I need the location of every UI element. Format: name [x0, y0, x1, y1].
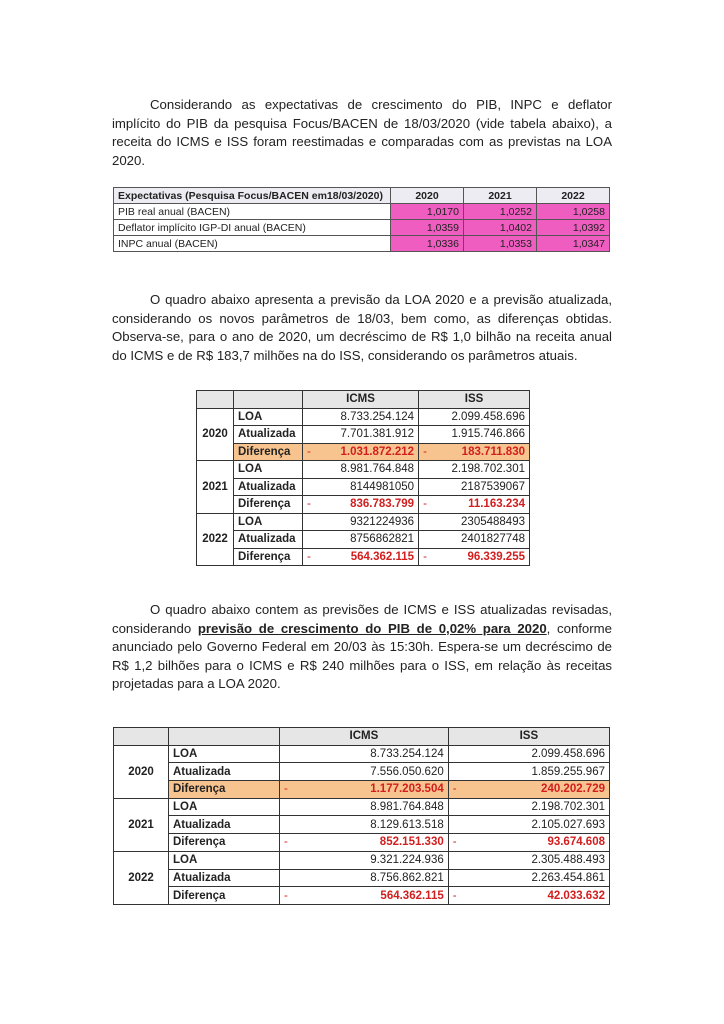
iss-difference-value: 11.163.234 [468, 498, 525, 511]
iss-column-header: ISS [419, 391, 530, 409]
revised-comparison-table [113, 727, 610, 905]
iss-value: 1.859.255.967 [448, 763, 609, 781]
indicator-value: 1,0392 [537, 220, 610, 236]
indicator-label: PIB real anual (BACEN) [114, 204, 391, 220]
indicator-value: 1,0347 [537, 236, 610, 252]
iss-difference [448, 887, 609, 905]
table-row [114, 798, 610, 816]
row-label: Diferença [234, 548, 303, 566]
expectations-header-row [114, 188, 610, 204]
iss-difference [419, 548, 530, 566]
minus-sign: - [452, 836, 457, 849]
icms-value: 8.981.764.848 [303, 461, 419, 479]
difference-row [197, 548, 530, 566]
row-label: Diferença [169, 834, 280, 852]
row-label: Atualizada [169, 816, 280, 834]
iss-difference-value: 42.033.632 [547, 889, 605, 902]
table-row [197, 478, 530, 496]
table-row [114, 851, 610, 869]
indicator-value: 1,0170 [391, 204, 464, 220]
year-label: 2020 [114, 745, 169, 798]
iss-difference-value: 240.202.729 [541, 783, 605, 796]
row-label: Atualizada [169, 763, 280, 781]
year-label: 2021 [114, 798, 169, 851]
iss-difference [419, 496, 530, 514]
minus-sign: - [284, 783, 288, 796]
difference-row [197, 496, 530, 514]
indicator-value: 1,0336 [391, 236, 464, 252]
year-label: 2021 [197, 461, 234, 514]
minus-sign: - [452, 889, 457, 902]
column-header-row [114, 728, 610, 746]
table-row [114, 816, 610, 834]
indicator-value: 1,0353 [464, 236, 537, 252]
row-label: LOA [234, 513, 303, 531]
table-row [114, 869, 610, 887]
table-row [114, 763, 610, 781]
row-label: LOA [234, 408, 303, 426]
icms-value: 8.733.254.124 [303, 408, 419, 426]
row-label: LOA [169, 798, 280, 816]
revised-text-start: O quadro abaixo contem as previsões de ICMS e ISS atualizadas revisadas, considerando [112, 602, 612, 636]
icms-value: 7.556.050.620 [280, 763, 449, 781]
iss-difference-value: 96.339.255 [467, 550, 525, 563]
icms-column-header: ICMS [303, 391, 419, 409]
icms-difference-value: 564.362.115 [350, 550, 415, 563]
iss-value: 2.105.027.693 [448, 816, 609, 834]
iss-column-header: ISS [448, 728, 609, 746]
table-row [197, 408, 530, 426]
icms-value: 9321224936 [303, 513, 419, 531]
empty-header-cell [197, 391, 234, 409]
icms-value: 8.981.764.848 [280, 798, 449, 816]
revised-text-end: , conforme anunciado pelo Governo Federal em 20/03 às 15:30h. Espera-se um decréscimo de R$ 1,2 bilhões para o ICMS e R$ 240 milhões para o ISS, em relação às receitas projetadas para a LOA 2020. [112, 620, 612, 691]
iss-difference [419, 443, 530, 461]
expectations-row [114, 220, 610, 236]
expectations-row [114, 236, 610, 252]
year-label: 2022 [114, 851, 169, 904]
iss-value: 1.915.746.866 [419, 426, 530, 444]
table-row [197, 531, 530, 549]
iss-difference [448, 781, 609, 799]
indicator-value: 1,0359 [391, 220, 464, 236]
minus-sign: - [284, 889, 288, 902]
minus-sign: - [423, 550, 427, 563]
table-row [197, 461, 530, 479]
indicator-value: 1,0258 [537, 204, 610, 220]
indicator-label: INPC anual (BACEN) [114, 236, 391, 252]
difference-row [197, 443, 530, 461]
indicator-value: 1,0252 [464, 204, 537, 220]
difference-row [114, 834, 610, 852]
iss-value: 2401827748 [419, 531, 530, 549]
minus-sign: - [423, 445, 427, 458]
column-header-row [197, 391, 530, 409]
row-label: Diferença [234, 496, 303, 514]
iss-value: 2.198.702.301 [419, 461, 530, 479]
expectations-table [113, 187, 610, 252]
row-label: Atualizada [234, 478, 303, 496]
row-label: LOA [169, 851, 280, 869]
iss-value: 2.198.702.301 [448, 798, 609, 816]
difference-row [114, 887, 610, 905]
icms-difference [280, 781, 449, 799]
empty-header-cell [114, 728, 169, 746]
year-label: 2022 [197, 513, 234, 566]
row-label: Diferença [169, 887, 280, 905]
intro-paragraph [112, 96, 612, 170]
intro-text: Considerando as expectativas de crescimento do PIB, INPC e deflator implícito do PIB da pesquisa Focus/BACEN de 18/03/2020 (vide tabela abaixo), a receita do ICMS e ISS foram reestimadas e comparadas com as previstas na LOA 2020. [112, 97, 612, 168]
year-header: 2020 [391, 188, 464, 204]
forecast-paragraph [112, 291, 612, 365]
icms-value: 8756862821 [303, 531, 419, 549]
table-row [197, 426, 530, 444]
empty-header-cell [234, 391, 303, 409]
icms-difference-value: 1.177.203.504 [370, 783, 444, 796]
iss-value: 2.305.488.493 [448, 851, 609, 869]
minus-sign: - [423, 498, 427, 511]
icms-value: 8.129.613.518 [280, 816, 449, 834]
icms-value: 7.701.381.912 [303, 426, 419, 444]
revised-paragraph [112, 601, 612, 694]
icms-difference-value: 836.783.799 [350, 498, 415, 511]
year-header: 2022 [537, 188, 610, 204]
iss-difference-value: 183.711.830 [461, 445, 525, 458]
row-label: Diferença [169, 781, 280, 799]
row-label: Atualizada [234, 531, 303, 549]
empty-header-cell [169, 728, 280, 746]
iss-difference [448, 834, 609, 852]
row-label: Atualizada [169, 869, 280, 887]
table-row [197, 513, 530, 531]
icms-value: 8.733.254.124 [280, 745, 449, 763]
icms-difference-value: 564.362.115 [380, 889, 444, 902]
icms-difference [303, 548, 419, 566]
icms-difference-value: 852.151.330 [379, 836, 444, 849]
row-label: LOA [234, 461, 303, 479]
icms-difference-value: 1.031.872.212 [340, 445, 415, 458]
forecast-comparison-table [196, 390, 530, 566]
iss-value: 2305488493 [419, 513, 530, 531]
year-label: 2020 [197, 408, 234, 461]
iss-value: 2.099.458.696 [448, 745, 609, 763]
icms-difference [280, 834, 449, 852]
iss-value: 2.263.454.861 [448, 869, 609, 887]
expectations-header: Expectativas (Pesquisa Focus/BACEN em18/03/2020) [114, 188, 391, 204]
minus-sign: - [284, 836, 288, 849]
icms-value: 8.756.862.821 [280, 869, 449, 887]
icms-value: 9.321.224.936 [280, 851, 449, 869]
forecast-text: O quadro abaixo apresenta a previsão da LOA 2020 e a previsão atualizada, considerando os novos parâmetros de 18/03, bem como, as diferenças obtidas. Observa-se, para o ano de 2020, um decréscimo de R$ 1,0 bilhão na receita anual do ICMS e de R$ 183,7 milhões na do ISS, considerando os parâmetros atuais. [112, 292, 612, 363]
iss-value: 2.099.458.696 [419, 408, 530, 426]
icms-difference [303, 496, 419, 514]
indicator-label: Deflator implícito IGP-DI anual (BACEN) [114, 220, 391, 236]
gdp-forecast-highlight: previsão de crescimento do PIB de 0,02% para 2020 [197, 620, 547, 636]
indicator-value: 1,0402 [464, 220, 537, 236]
iss-value: 2187539067 [419, 478, 530, 496]
icms-column-header: ICMS [280, 728, 449, 746]
table-row [114, 745, 610, 763]
minus-sign: - [452, 783, 457, 796]
minus-sign: - [307, 550, 311, 563]
icms-difference [280, 887, 449, 905]
row-label: LOA [169, 745, 280, 763]
year-header: 2021 [464, 188, 537, 204]
icms-difference [303, 443, 419, 461]
icms-value: 8144981050 [303, 478, 419, 496]
row-label: Atualizada [234, 426, 303, 444]
expectations-row [114, 204, 610, 220]
row-label: Diferença [234, 443, 303, 461]
difference-row [114, 781, 610, 799]
iss-difference-value: 93.674.608 [547, 836, 605, 849]
minus-sign: - [307, 445, 311, 458]
minus-sign: - [307, 498, 311, 511]
